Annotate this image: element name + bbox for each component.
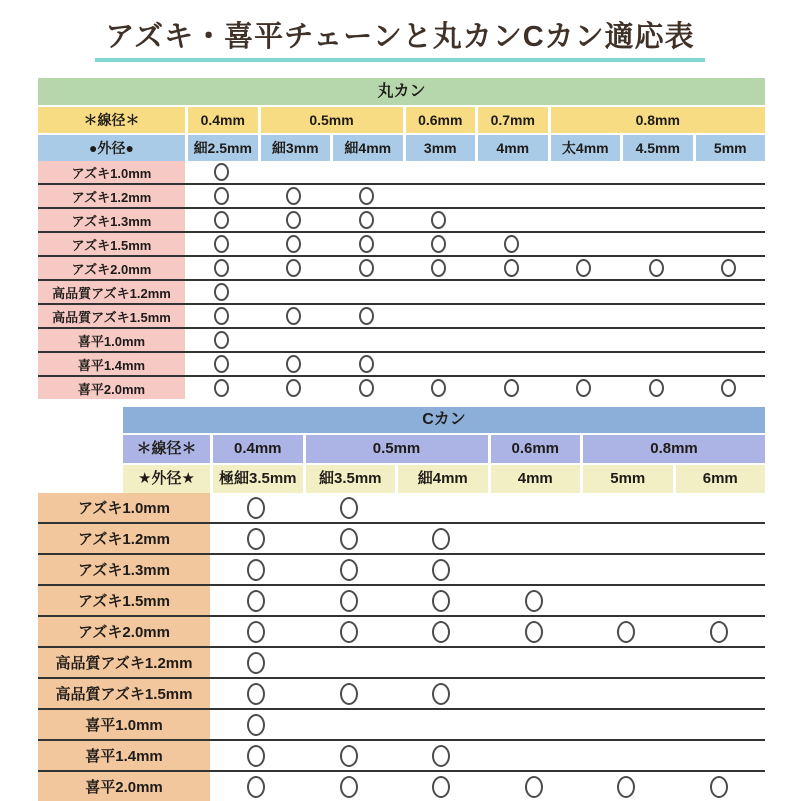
- compat-circle-icon: [286, 355, 301, 373]
- compat-cell: [185, 353, 258, 375]
- wire-diameter-cell: 0.5mm: [303, 435, 488, 463]
- compat-cell: [620, 329, 693, 351]
- compat-cell: [330, 161, 403, 183]
- compat-cell: [185, 185, 258, 207]
- compat-circle-icon: [247, 652, 265, 674]
- chain-row: [38, 185, 765, 209]
- compat-cell: [258, 305, 331, 327]
- compat-circle-icon: [504, 235, 519, 253]
- compat-cell: [185, 257, 258, 279]
- chain-row: [38, 257, 765, 281]
- compat-circle-icon: [431, 211, 446, 229]
- compat-cell: [548, 353, 621, 375]
- compat-cell: [403, 209, 476, 231]
- compat-cell: [580, 555, 673, 584]
- compat-cell: [673, 493, 766, 522]
- compat-cell: [210, 772, 303, 801]
- compat-cell: [693, 377, 766, 399]
- compat-cell: [693, 233, 766, 255]
- compat-cell: [210, 524, 303, 553]
- compat-cell: [403, 329, 476, 351]
- compat-cell: [548, 161, 621, 183]
- chain-row: [38, 555, 765, 586]
- compat-circle-icon: [214, 235, 229, 253]
- compat-cell: [580, 493, 673, 522]
- compat-cell: [620, 209, 693, 231]
- compat-circle-icon: [504, 379, 519, 397]
- compat-cell: [330, 281, 403, 303]
- compat-cell: [395, 741, 488, 770]
- chain-row-label: アズキ1.3mm: [38, 555, 210, 584]
- compat-circle-icon: [214, 163, 229, 181]
- compat-circle-icon: [340, 745, 358, 767]
- compat-cell: [548, 305, 621, 327]
- compat-cell: [210, 493, 303, 522]
- compat-cell: [395, 493, 488, 522]
- compat-cell: [693, 185, 766, 207]
- compat-cell: [673, 555, 766, 584]
- compat-circle-icon: [286, 259, 301, 277]
- compat-circle-icon: [431, 379, 446, 397]
- compat-cell: [620, 161, 693, 183]
- compat-cell: [488, 648, 581, 677]
- compat-cell: [548, 281, 621, 303]
- compat-circle-icon: [340, 497, 358, 519]
- compat-cell: [580, 648, 673, 677]
- compat-circle-icon: [649, 379, 664, 397]
- compat-cell: [185, 161, 258, 183]
- compat-circle-icon: [214, 211, 229, 229]
- compat-cell: [488, 493, 581, 522]
- chain-row-label: 喜平2.0mm: [38, 377, 185, 399]
- compat-cell: [580, 586, 673, 615]
- compat-cell: [620, 305, 693, 327]
- outer-diameter-cell: 細3.5mm: [303, 465, 396, 493]
- compat-circle-icon: [359, 307, 374, 325]
- compat-cell: [403, 185, 476, 207]
- compat-cell: [548, 329, 621, 351]
- chain-row-label: アズキ2.0mm: [38, 257, 185, 279]
- compat-circle-icon: [359, 211, 374, 229]
- compat-cell: [620, 233, 693, 255]
- outer-diameter-cell: 細2.5mm: [185, 135, 258, 161]
- compat-cell: [488, 524, 581, 553]
- compat-circle-icon: [525, 776, 543, 798]
- compat-cell: [620, 185, 693, 207]
- compat-cell: [580, 617, 673, 646]
- compat-cell: [258, 209, 331, 231]
- page-title: アズキ・喜平チェーンと丸カンCカン適応表: [95, 14, 704, 62]
- chain-row-label: アズキ1.5mm: [38, 233, 185, 255]
- compat-cell: [693, 353, 766, 375]
- compat-cell: [488, 555, 581, 584]
- compat-cell: [673, 524, 766, 553]
- compat-cell: [330, 233, 403, 255]
- compat-circle-icon: [710, 621, 728, 643]
- outer-diameter-cell: 太4mm: [548, 135, 621, 161]
- compat-circle-icon: [286, 211, 301, 229]
- compat-cell: [395, 772, 488, 801]
- marukan-outer-row: [38, 135, 765, 161]
- compat-circle-icon: [340, 590, 358, 612]
- chain-row: [38, 353, 765, 377]
- compat-circle-icon: [214, 331, 229, 349]
- outer-diameter-cell: 3mm: [403, 135, 476, 161]
- chain-row-label: 喜平2.0mm: [38, 772, 210, 801]
- compat-cell: [475, 161, 548, 183]
- compat-circle-icon: [432, 559, 450, 581]
- compat-circle-icon: [286, 307, 301, 325]
- compat-cell: [693, 281, 766, 303]
- compat-cell: [403, 305, 476, 327]
- outer-diameter-cell: 細4mm: [395, 465, 488, 493]
- compat-circle-icon: [340, 683, 358, 705]
- compat-circle-icon: [247, 745, 265, 767]
- compat-cell: [185, 233, 258, 255]
- compat-circle-icon: [431, 259, 446, 277]
- wire-diameter-cell: 0.8mm: [548, 107, 766, 133]
- compat-circle-icon: [432, 621, 450, 643]
- compat-cell: [185, 281, 258, 303]
- compat-circle-icon: [432, 683, 450, 705]
- compat-cell: [620, 377, 693, 399]
- compat-cell: [580, 710, 673, 739]
- ckan-wire-label: ＊線径＊: [123, 435, 210, 463]
- chain-row: [38, 679, 765, 710]
- compat-cell: [580, 679, 673, 708]
- compat-cell: [475, 353, 548, 375]
- compat-cell: [330, 329, 403, 351]
- compat-cell: [185, 329, 258, 351]
- chain-row: [38, 772, 765, 801]
- marukan-wire-row: [38, 107, 765, 133]
- compat-circle-icon: [214, 379, 229, 397]
- outer-diameter-cell: 4mm: [475, 135, 548, 161]
- compat-cell: [620, 281, 693, 303]
- chain-row: [38, 648, 765, 679]
- compat-cell: [475, 305, 548, 327]
- marukan-outer-label: ●外径●: [38, 135, 185, 161]
- compat-cell: [488, 586, 581, 615]
- outer-diameter-cell: 細3mm: [258, 135, 331, 161]
- compat-cell: [395, 586, 488, 615]
- compat-cell: [210, 586, 303, 615]
- compat-cell: [303, 617, 396, 646]
- chain-row-label: 高品質アズキ1.5mm: [38, 305, 185, 327]
- compat-circle-icon: [576, 379, 591, 397]
- compat-cell: [475, 257, 548, 279]
- chain-row: [38, 209, 765, 233]
- compat-circle-icon: [286, 379, 301, 397]
- compat-cell: [673, 772, 766, 801]
- compat-cell: [475, 209, 548, 231]
- compat-cell: [303, 741, 396, 770]
- compat-cell: [210, 617, 303, 646]
- compat-cell: [330, 353, 403, 375]
- compat-cell: [620, 257, 693, 279]
- compat-cell: [395, 710, 488, 739]
- compat-cell: [475, 185, 548, 207]
- compat-circle-icon: [247, 776, 265, 798]
- chain-row: [38, 741, 765, 772]
- outer-diameter-cell: 5mm: [693, 135, 766, 161]
- chain-row-label: 喜平1.0mm: [38, 710, 210, 739]
- compat-cell: [475, 329, 548, 351]
- compat-cell: [303, 493, 396, 522]
- compat-circle-icon: [286, 187, 301, 205]
- compat-circle-icon: [710, 776, 728, 798]
- chain-row: [38, 524, 765, 555]
- compat-cell: [475, 233, 548, 255]
- compat-cell: [548, 233, 621, 255]
- chain-row: [38, 493, 765, 524]
- compat-cell: [303, 772, 396, 801]
- chain-row-label: 高品質アズキ1.5mm: [38, 679, 210, 708]
- marukan-table: [38, 78, 765, 399]
- compat-cell: [475, 281, 548, 303]
- wire-diameter-cell: 0.4mm: [185, 107, 258, 133]
- chain-row: [38, 586, 765, 617]
- compat-circle-icon: [432, 745, 450, 767]
- wire-diameter-cell: 0.6mm: [403, 107, 476, 133]
- compat-cell: [403, 281, 476, 303]
- compat-circle-icon: [340, 528, 358, 550]
- compat-circle-icon: [214, 355, 229, 373]
- chain-row-label: 喜平1.0mm: [38, 329, 185, 351]
- wire-diameter-cell: 0.7mm: [475, 107, 548, 133]
- compat-circle-icon: [617, 621, 635, 643]
- compat-cell: [488, 617, 581, 646]
- compat-cell: [580, 524, 673, 553]
- compat-circle-icon: [359, 355, 374, 373]
- compat-circle-icon: [247, 559, 265, 581]
- compat-cell: [548, 377, 621, 399]
- compat-cell: [673, 710, 766, 739]
- compat-circle-icon: [525, 621, 543, 643]
- compat-cell: [488, 772, 581, 801]
- compat-cell: [185, 377, 258, 399]
- chain-row-label: 喜平1.4mm: [38, 353, 185, 375]
- compat-cell: [303, 555, 396, 584]
- compat-cell: [185, 305, 258, 327]
- compat-circle-icon: [340, 776, 358, 798]
- compat-circle-icon: [359, 379, 374, 397]
- title-bar: [0, 14, 800, 62]
- outer-diameter-cell: 5mm: [580, 465, 673, 493]
- compat-circle-icon: [214, 307, 229, 325]
- compat-circle-icon: [649, 259, 664, 277]
- outer-diameter-cell: 極細3.5mm: [210, 465, 303, 493]
- compat-cell: [210, 555, 303, 584]
- compat-circle-icon: [359, 259, 374, 277]
- compat-cell: [330, 185, 403, 207]
- compat-circle-icon: [359, 187, 374, 205]
- compat-circle-icon: [247, 714, 265, 736]
- compat-cell: [673, 741, 766, 770]
- compat-circle-icon: [525, 590, 543, 612]
- chain-row-label: 高品質アズキ1.2mm: [38, 281, 185, 303]
- compat-cell: [403, 257, 476, 279]
- compat-cell: [258, 377, 331, 399]
- outer-diameter-cell: 細4mm: [330, 135, 403, 161]
- compat-cell: [303, 648, 396, 677]
- compat-circle-icon: [340, 559, 358, 581]
- chain-row-label: アズキ2.0mm: [38, 617, 210, 646]
- compat-cell: [210, 741, 303, 770]
- compat-cell: [395, 648, 488, 677]
- compat-cell: [488, 710, 581, 739]
- compat-cell: [673, 679, 766, 708]
- compat-cell: [548, 257, 621, 279]
- compat-circle-icon: [247, 497, 265, 519]
- compat-cell: [673, 617, 766, 646]
- chain-row-label: 喜平1.4mm: [38, 741, 210, 770]
- wire-diameter-cell: 0.4mm: [210, 435, 303, 463]
- ckan-body: [38, 493, 765, 801]
- compat-cell: [673, 648, 766, 677]
- compat-cell: [303, 679, 396, 708]
- compat-circle-icon: [721, 259, 736, 277]
- compat-circle-icon: [214, 187, 229, 205]
- chain-row: [38, 710, 765, 741]
- compat-circle-icon: [247, 528, 265, 550]
- compat-cell: [258, 281, 331, 303]
- compat-cell: [580, 741, 673, 770]
- compat-cell: [693, 305, 766, 327]
- compat-cell: [693, 257, 766, 279]
- compat-circle-icon: [432, 776, 450, 798]
- compat-cell: [330, 257, 403, 279]
- compat-cell: [403, 353, 476, 375]
- compat-cell: [395, 524, 488, 553]
- ckan-outer-row: [123, 465, 765, 493]
- outer-diameter-cell: 4.5mm: [620, 135, 693, 161]
- compat-circle-icon: [432, 528, 450, 550]
- chain-row-label: アズキ1.2mm: [38, 185, 185, 207]
- compat-cell: [548, 185, 621, 207]
- compat-circle-icon: [247, 683, 265, 705]
- chain-row-label: アズキ1.0mm: [38, 493, 210, 522]
- chain-row: [38, 305, 765, 329]
- chain-row-label: アズキ1.3mm: [38, 209, 185, 231]
- chain-row-label: アズキ1.0mm: [38, 161, 185, 183]
- chain-row-label: アズキ1.5mm: [38, 586, 210, 615]
- compat-cell: [210, 710, 303, 739]
- chain-row: [38, 329, 765, 353]
- ckan-outer-label: ★外径★: [123, 465, 210, 493]
- marukan-wire-label: ＊線径＊: [38, 107, 185, 133]
- marukan-body: [38, 161, 765, 399]
- compat-cell: [403, 233, 476, 255]
- compat-cell: [210, 648, 303, 677]
- chain-row: [38, 377, 765, 399]
- compat-cell: [693, 209, 766, 231]
- compat-cell: [620, 353, 693, 375]
- compat-cell: [210, 679, 303, 708]
- compat-circle-icon: [247, 590, 265, 612]
- compat-cell: [693, 329, 766, 351]
- compat-circle-icon: [576, 259, 591, 277]
- compat-cell: [258, 233, 331, 255]
- outer-diameter-cell: 4mm: [488, 465, 581, 493]
- compat-cell: [258, 185, 331, 207]
- compat-cell: [303, 524, 396, 553]
- ckan-table-title: Cカン: [123, 407, 765, 433]
- compat-circle-icon: [359, 235, 374, 253]
- wire-diameter-cell: 0.6mm: [488, 435, 581, 463]
- compat-cell: [488, 679, 581, 708]
- compat-cell: [258, 329, 331, 351]
- chain-row-label: 高品質アズキ1.2mm: [38, 648, 210, 677]
- compat-circle-icon: [432, 590, 450, 612]
- compat-cell: [330, 305, 403, 327]
- compat-cell: [258, 161, 331, 183]
- outer-diameter-cell: 6mm: [673, 465, 766, 493]
- chain-row-label: アズキ1.2mm: [38, 524, 210, 553]
- compat-circle-icon: [286, 235, 301, 253]
- compat-cell: [693, 161, 766, 183]
- compat-circle-icon: [431, 235, 446, 253]
- compat-circle-icon: [504, 259, 519, 277]
- compat-cell: [673, 586, 766, 615]
- compat-cell: [185, 209, 258, 231]
- compat-circle-icon: [617, 776, 635, 798]
- ckan-wire-row: [123, 435, 765, 463]
- compat-cell: [330, 209, 403, 231]
- compat-cell: [330, 377, 403, 399]
- marukan-table-title: 丸カン: [38, 78, 765, 105]
- compat-cell: [395, 555, 488, 584]
- compat-cell: [395, 617, 488, 646]
- compat-circle-icon: [721, 379, 736, 397]
- compat-cell: [395, 679, 488, 708]
- compat-circle-icon: [340, 621, 358, 643]
- wire-diameter-cell: 0.8mm: [580, 435, 765, 463]
- wire-diameter-cell: 0.5mm: [258, 107, 403, 133]
- compat-cell: [303, 586, 396, 615]
- chain-row: [38, 281, 765, 305]
- chain-row: [38, 617, 765, 648]
- compat-cell: [258, 257, 331, 279]
- compat-cell: [475, 377, 548, 399]
- compat-cell: [488, 741, 581, 770]
- chain-row: [38, 161, 765, 185]
- compat-cell: [580, 772, 673, 801]
- compat-cell: [258, 353, 331, 375]
- compat-cell: [548, 209, 621, 231]
- compat-cell: [403, 161, 476, 183]
- compat-circle-icon: [214, 259, 229, 277]
- ckan-table-header: [123, 407, 765, 493]
- compat-cell: [303, 710, 396, 739]
- chain-row: [38, 233, 765, 257]
- compat-circle-icon: [247, 621, 265, 643]
- compat-cell: [403, 377, 476, 399]
- compat-circle-icon: [214, 283, 229, 301]
